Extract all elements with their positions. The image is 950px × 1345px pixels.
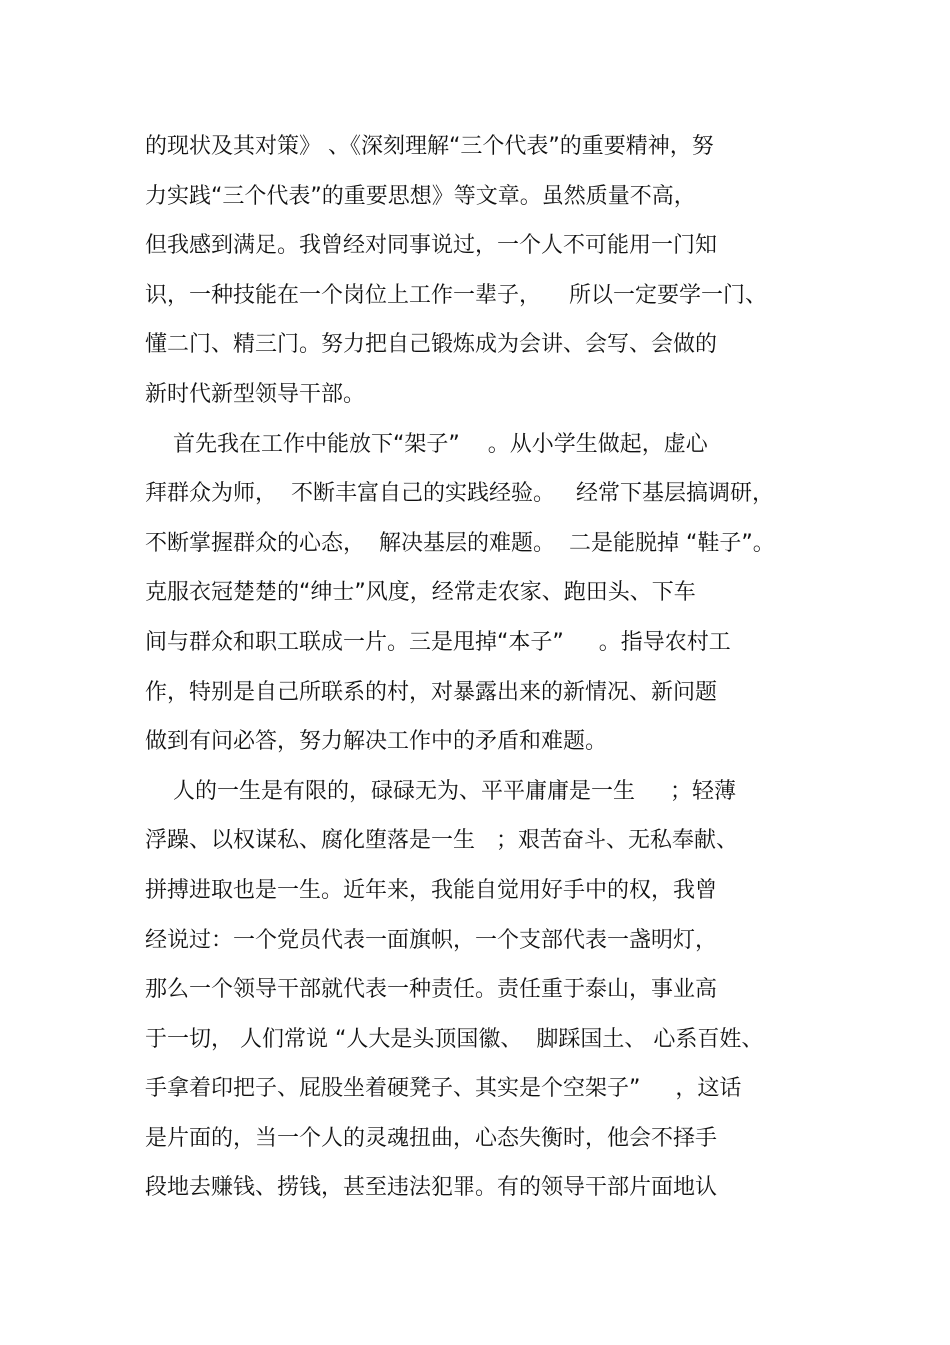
text-line: 首先我在工作中能放下“架子” 。从小学生做起，虚心 — [145, 431, 708, 457]
body-text — [145, 122, 835, 1213]
text-line: 作，特别是自己所联系的村，对暴露出来的新情况、新问题 — [145, 679, 718, 705]
text-line: 做到有问必答，努力解决工作中的矛盾和难题。 — [145, 729, 608, 755]
text-line: 于一切， 人们常说 “人大是头顶国徽、 脚踩国土、 心系百姓、 — [145, 1026, 764, 1052]
text-line: 人的一生是有限的，碌碌无为、平平庸庸是一生 ；轻薄 — [145, 778, 736, 804]
text-line: 间与群众和职工联成一片。三是甩掉“本子” 。指导农村工 — [145, 629, 731, 655]
text-line: 识，一种技能在一个岗位上工作一辈子， 所以一定要学一门、 — [145, 282, 767, 308]
text-line: 那么一个领导干部就代表一种责任。责任重于泰山，事业高 — [145, 977, 718, 1003]
text-line: 但我感到满足。我曾经对同事说过，一个人不可能用一门知 — [145, 233, 718, 259]
text-line: 段地去赚钱、捞钱，甚至违法犯罪。有的领导干部片面地认 — [145, 1175, 718, 1201]
text-line: 新时代新型领导干部。 — [145, 381, 366, 407]
text-line: 手拿着印把子、屁股坐着硬凳子、其实是个空架子” ，这话 — [145, 1076, 742, 1102]
text-line: 克服衣冠楚楚的“绅士”风度，经常走农家、跑田头、下车 — [145, 580, 696, 606]
text-line: 的现状及其对策》 、《深刻理解“三个代表”的重要精神，努 — [145, 134, 714, 159]
text-line: 浮躁、以权谋私、腐化堕落是一生 ；艰苦奋斗、无私奉献、 — [145, 828, 738, 854]
text-line: 力实践“三个代表”的重要思想》等文章。虽然质量不高， — [145, 183, 696, 209]
text-line: 不断掌握群众的心态， 解决基层的难题。 二是能脱掉 “鞋子”。 — [145, 530, 775, 556]
text-line: 经说过：一个党员代表一面旗帜，一个支部代表一盏明灯， — [145, 927, 718, 953]
text-line: 拼搏进取也是一生。近年来，我能自觉用好手中的权，我曾 — [145, 877, 718, 903]
text-line: 懂二门、精三门。努力把自己锻炼成为会讲、会写、会做的 — [145, 332, 718, 358]
text-line: 拜群众为师， 不断丰富自己的实践经验。 经常下基层搞调研， — [145, 481, 774, 507]
text-line: 是片面的，当一个人的灵魂扭曲，心态失衡时，他会不择手 — [145, 1125, 718, 1151]
